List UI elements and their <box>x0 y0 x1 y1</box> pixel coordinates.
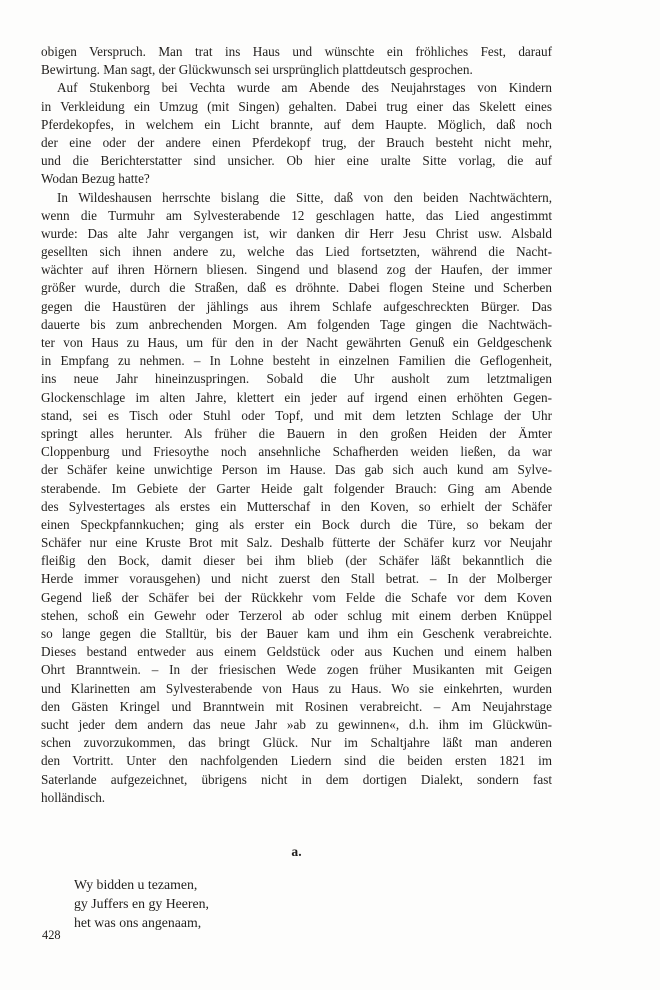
text-line: gegen die Haustüren der jählings aus ihrem Schlafe aufgeschreckten Bürger. Das <box>41 298 552 314</box>
text-line: schen zuvorzukommen, das bringt Glück. Nur im Schaltjahre läßt man anderen <box>41 735 552 751</box>
text-line: wenn die Turmuhr am Sylvesterabende 12 geschlagen hatte, das Lied angestimmt <box>41 207 552 223</box>
paragraph <box>41 79 552 188</box>
text-line: Herde immer vorausgehen) und nicht zuerst den Stall betrat. – In der Molberger <box>41 571 552 587</box>
text-block <box>41 43 552 933</box>
text-line: des Sylvestertages als erstes ein Mutterschaf in den Koven, so erhielt der Schäfer <box>41 498 552 514</box>
verse-line: Wy bidden u tezamen, <box>74 876 198 892</box>
text-line: wurde: Das alte Jahr vergangen ist, wir danken dir Herr Jesu Christ usw. Alsbald <box>41 225 552 241</box>
text-line: und die Berichterstatter sind unsicher. Ob hier eine uralte Sitte vorlag, die auf <box>41 153 552 169</box>
text-line: sucht jeder dem andern das neue Jahr »ab zu gewinnen«, d.h. ihm im Glückwün- <box>41 716 552 732</box>
text-line: den Vortritt. Unter den nachfolgenden Liedern sind die beiden ersten 1821 im <box>41 753 552 769</box>
text-line: sterabende. Im Gebiete der Garter Heide galt folgender Brauch: Ging am Abende <box>41 480 552 496</box>
text-line: dauerte bis zum anbrechenden Morgen. Am folgenden Tage gingen die Nachtwäch- <box>41 316 552 332</box>
text-line: Glockenschlage im alten Jahre, klettert ein jeder auf irgend einen erhöhten Gegen- <box>41 389 552 405</box>
text-line: Wodan Bezug hatte? <box>41 171 150 187</box>
text-line: Auf Stukenborg bei Vechta wurde am Abende des Neujahrstages von Kindern <box>57 80 552 96</box>
text-line: ter von Haus zu Haus, um für den in der Nacht gewährten Genuß ein Geldgeschenk <box>41 335 552 350</box>
text-line: Gegend ließ der Schäfer bei der Rückkehr vom Felde die Schafe vor dem Koven <box>41 589 552 605</box>
text-line: In Wildeshausen herrschte bislang die Sitte, daß von den beiden Nachtwächtern, <box>57 189 552 205</box>
text-line: der eine oder der andere einen Pferdekopf trug, der Brauch besteht nicht mehr, <box>41 134 552 150</box>
text-line: ins neue Jahr hineinzuspringen. Sobald die Uhr ausholt zum letztmaligen <box>41 371 552 387</box>
text-line: stehen, schoß ein Gewehr oder Terzerol ab oder schlug mit einem derben Knüppel <box>41 607 552 623</box>
text-line: stand, sei es Tisch oder Stuhl oder Topf, und mit dem letzten Schlage der Uhr <box>41 407 552 423</box>
text-line: der Schäfer keine unwichtige Person im Hause. Das gab sich auch kund am Sylve- <box>41 462 552 478</box>
paragraph <box>41 43 552 79</box>
text-line: größer wurde, durch die Straßen, daß es dröhnte. Dabei flogen Steine und Scherben <box>41 280 552 296</box>
body-paragraphs <box>41 43 552 807</box>
text-line: Schäfer nur eine Kruste Brot mit Salz. Deshalb fütterte der Schäfer kurz vor Neujahr <box>41 535 552 551</box>
text-line: Ohrt Branntwein. – In der friesischen Wede zogen früher Musikanten mit Geigen <box>41 662 552 678</box>
text-line: einen Speckpfannkuchen; ging als erster ein Bock durch die Türe, so bekam der <box>41 516 552 532</box>
text-line: so lange gegen die Stalltür, bis der Bauer kam und ihm ein Geschenk verabreichte. <box>41 626 552 641</box>
text-line: in Empfang zu nehmen. – In Lohne besteht in einzelnen Familien die Geflogenheit, <box>41 353 552 369</box>
text-line: fleißig den Bock, damit dieser bei ihm blieb (der Schäfer läßt bekanntlich die <box>41 553 552 569</box>
text-line: Pferdekopfes, in welchem ein Licht brannte, auf dem Haupte. Möglich, daß noch <box>41 116 552 132</box>
text-line: in Verkleidung ein Umzug (mit Singen) gehalten. Dabei trug einer das Skelett eines <box>41 98 552 114</box>
text-line: Dieses bestand entweder aus einem Geldstück oder aus Kuchen und einem halben <box>41 644 552 660</box>
page-number: 428 <box>42 928 61 942</box>
section-heading: a. <box>291 843 302 859</box>
text-line: Cloppenburg und Friesoythe noch ansehnliche Schafherden weiden ließen, da war <box>41 444 552 460</box>
text-line: springt alles herunter. Als früher die Bauern in den großen Heiden der Ämter <box>41 425 552 441</box>
text-line: wächter auf ihren Hörnern bliesen. Singend und blasend zog der Haufen, der immer <box>41 262 552 278</box>
text-line: und Klarinetten am Sylvesterabende von Haus zu Haus. Wo sie einkehrten, wurden <box>41 680 552 696</box>
verse-line: gy Juffers en gy Heeren, <box>74 896 209 912</box>
text-line: Bewirtung. Man sagt, der Glückwunsch sei ursprünglich plattdeutsch gesprochen. <box>41 62 473 78</box>
verse-line: het was ons angenaam, <box>74 915 202 931</box>
text-line: Saterlande aufgezeichnet, übrigens nicht in dem dortigen Dialekt, sondern fast <box>41 771 552 787</box>
text-line: gesellten sich ihnen andere zu, welche das Lied fortsetzten, während die Nacht- <box>41 244 552 260</box>
text-line: obigen Verspruch. Man trat ins Haus und wünschte ein fröhliches Fest, darauf <box>41 44 552 59</box>
paragraph <box>41 189 552 807</box>
verse-stanza <box>41 875 552 933</box>
text-line: holländisch. <box>41 789 106 805</box>
text-line: den Gästen Kringel und Branntwein mit Rosinen verabreicht. – Am Neujahrstage <box>41 698 552 714</box>
